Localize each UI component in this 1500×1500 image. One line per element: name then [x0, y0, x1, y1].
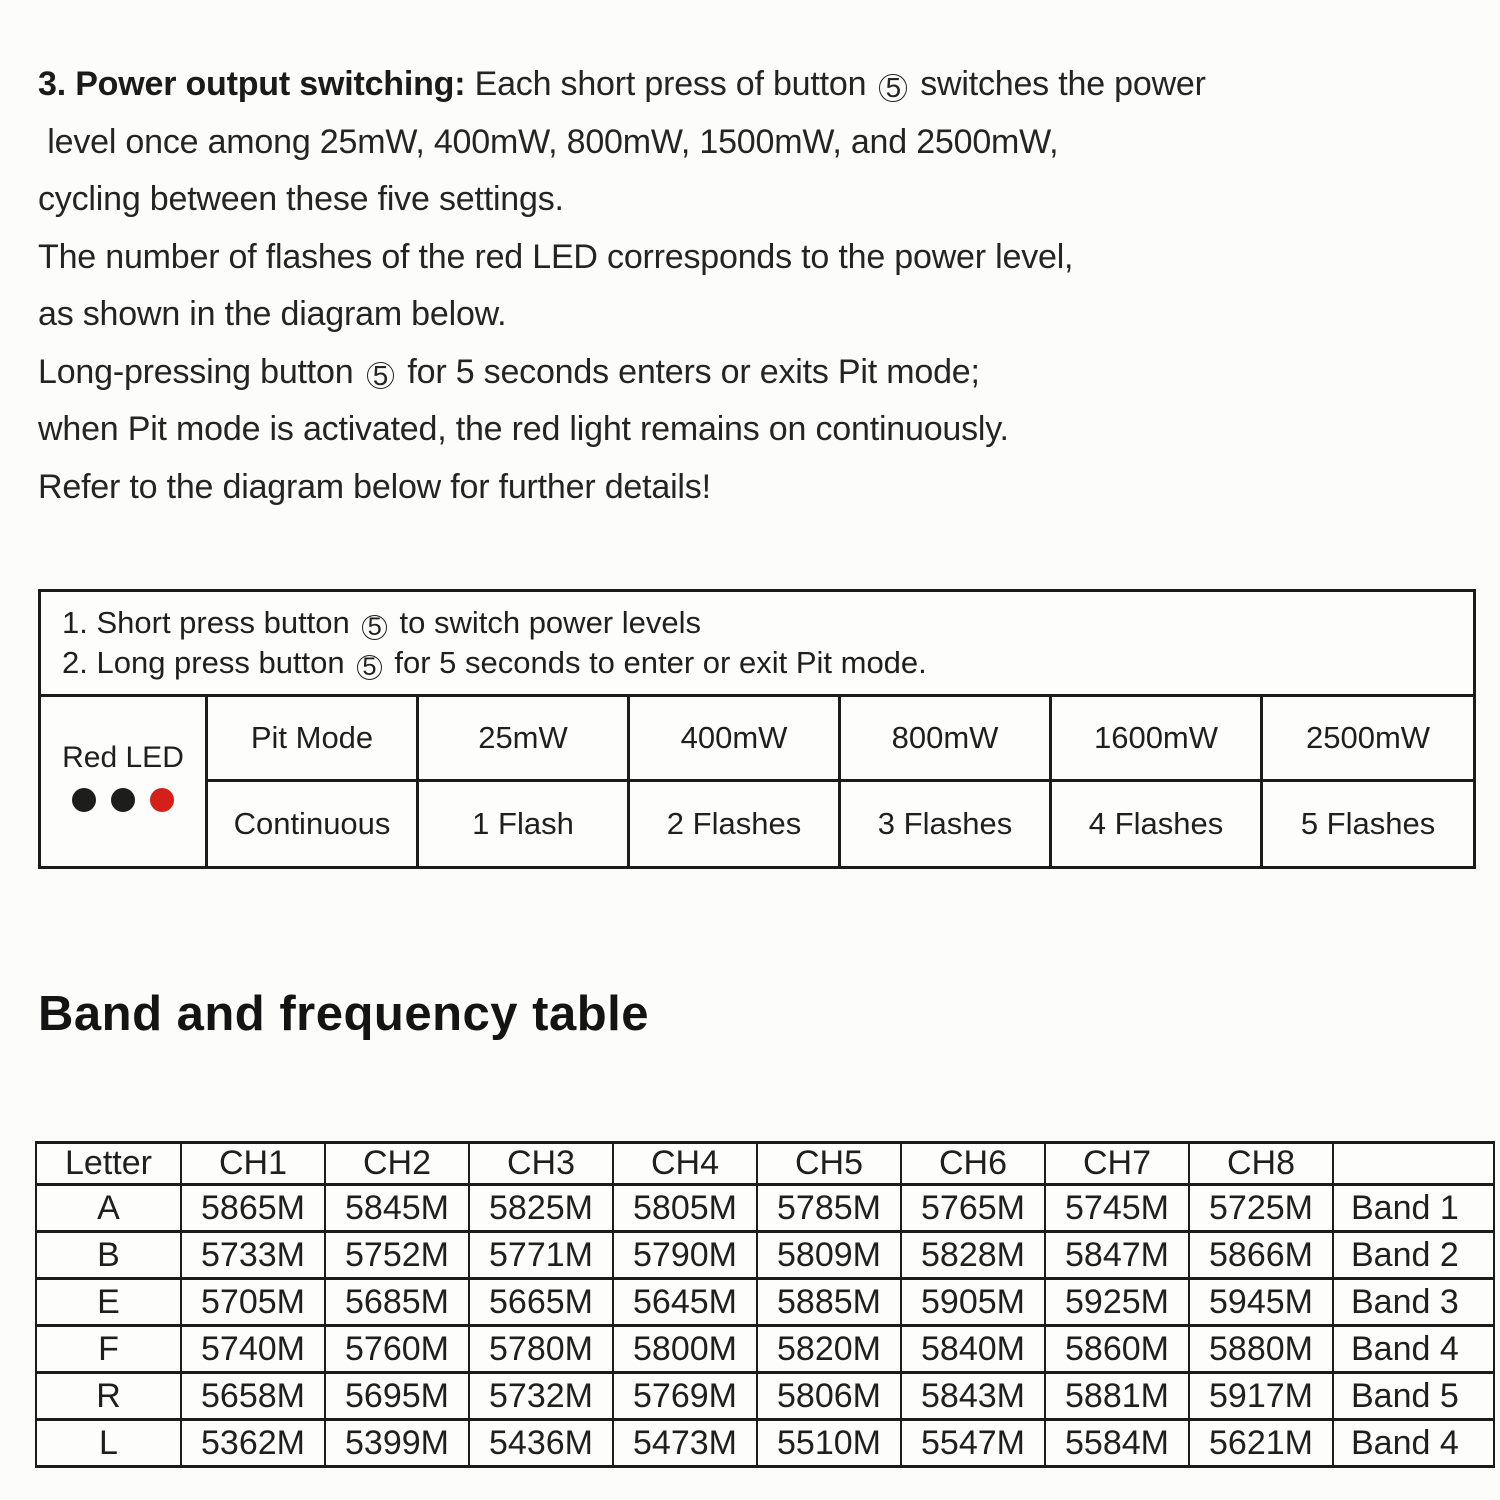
- flash-count-cell: Continuous: [207, 781, 418, 868]
- band-header-cell-empty: [1333, 1143, 1494, 1185]
- circled-5-icon: 5: [879, 74, 907, 102]
- band-table-body: [36, 1185, 1494, 1467]
- flash-count-cell: 4 Flashes: [1051, 781, 1262, 868]
- frequency-cell: 5473M: [613, 1420, 757, 1467]
- frequency-cell: 5865M: [181, 1185, 325, 1232]
- frequency-cell: 5790M: [613, 1232, 757, 1279]
- intro-line: [38, 56, 1458, 114]
- frequency-cell: 5705M: [181, 1279, 325, 1326]
- frequency-cell: 5740M: [181, 1326, 325, 1373]
- frequency-cell: 5828M: [901, 1232, 1045, 1279]
- band-header-cell: CH6: [901, 1143, 1045, 1185]
- intro-line: when Pit mode is activated, the red light remains on continuously.: [38, 410, 1009, 448]
- band-frequency-table: [35, 1141, 1495, 1468]
- intro-line: cycling between these five settings.: [38, 180, 564, 218]
- power-level-cell: 800mW: [840, 696, 1051, 781]
- frequency-cell: 5436M: [469, 1420, 613, 1467]
- band-header-cell: Letter: [36, 1143, 181, 1185]
- band-name-cell: Band 5: [1333, 1373, 1494, 1420]
- flash-count-cell: 3 Flashes: [840, 781, 1051, 868]
- frequency-cell: 5760M: [325, 1326, 469, 1373]
- band-letter-cell: A: [36, 1185, 181, 1232]
- frequency-cell: 5825M: [469, 1185, 613, 1232]
- band-header-cell: CH8: [1189, 1143, 1333, 1185]
- power-level-cell: 25mW: [418, 696, 629, 781]
- frequency-cell: 5806M: [757, 1373, 901, 1420]
- frequency-cell: 5733M: [181, 1232, 325, 1279]
- frequency-cell: 5765M: [901, 1185, 1045, 1232]
- band-name-cell: Band 4: [1333, 1420, 1494, 1467]
- band-header-cell: CH7: [1045, 1143, 1189, 1185]
- red-led-dots: [72, 788, 174, 812]
- intro-line: Refer to the diagram below for further details!: [38, 467, 711, 506]
- frequency-cell: 5917M: [1189, 1373, 1333, 1420]
- intro-line: as shown in the diagram below.: [38, 295, 507, 333]
- frequency-cell: 5820M: [757, 1326, 901, 1373]
- frequency-cell: 5695M: [325, 1373, 469, 1420]
- intro-line: Long-pressing button 5 for 5 seconds enters or exits Pit mode;: [38, 352, 980, 391]
- band-letter-cell: F: [36, 1326, 181, 1373]
- band-name-cell: Band 2: [1333, 1232, 1494, 1279]
- frequency-cell: 5665M: [469, 1279, 613, 1326]
- frequency-cell: 5510M: [757, 1420, 901, 1467]
- power-levels-row: [40, 696, 1475, 781]
- frequency-cell: 5584M: [1045, 1420, 1189, 1467]
- band-name-cell: Band 1: [1333, 1185, 1494, 1232]
- frequency-cell: 5885M: [757, 1279, 901, 1326]
- band-table-header-row: [36, 1143, 1494, 1185]
- frequency-cell: 5725M: [1189, 1185, 1333, 1232]
- circled-5-icon: 5: [357, 655, 382, 680]
- frequency-cell: 5780M: [469, 1326, 613, 1373]
- band-table-row: [36, 1279, 1494, 1326]
- band-letter-cell: L: [36, 1420, 181, 1467]
- led-dot-red-icon: [150, 788, 174, 812]
- frequency-cell: 5752M: [325, 1232, 469, 1279]
- frequency-cell: 5860M: [1045, 1326, 1189, 1373]
- band-header-cell: CH3: [469, 1143, 613, 1185]
- band-name-cell: Band 4: [1333, 1326, 1494, 1373]
- band-header-cell: CH5: [757, 1143, 901, 1185]
- flash-counts-row: [40, 781, 1475, 868]
- frequency-cell: 5925M: [1045, 1279, 1189, 1326]
- band-letter-cell: R: [36, 1373, 181, 1420]
- frequency-cell: 5399M: [325, 1420, 469, 1467]
- band-header-cell: CH1: [181, 1143, 325, 1185]
- frequency-cell: 5881M: [1045, 1373, 1189, 1420]
- circled-5-icon: 5: [362, 615, 387, 640]
- frequency-cell: 5547M: [901, 1420, 1045, 1467]
- frequency-cell: 5362M: [181, 1420, 325, 1467]
- frequency-cell: 5658M: [181, 1373, 325, 1420]
- band-letter-cell: B: [36, 1232, 181, 1279]
- band-table-row: [36, 1232, 1494, 1279]
- flash-count-cell: 1 Flash: [418, 781, 629, 868]
- frequency-cell: 5866M: [1189, 1232, 1333, 1279]
- frequency-cell: 5840M: [901, 1326, 1045, 1373]
- frequency-cell: 5771M: [469, 1232, 613, 1279]
- intro-line: level once among 25mW, 400mW, 800mW, 1500mW, and 2500mW,: [38, 122, 1059, 161]
- flash-count-cell: 2 Flashes: [629, 781, 840, 868]
- frequency-cell: 5847M: [1045, 1232, 1189, 1279]
- band-header-cell: CH4: [613, 1143, 757, 1185]
- band-table-row: [36, 1420, 1494, 1467]
- power-level-cell: Pit Mode: [207, 696, 418, 781]
- band-name-cell: Band 3: [1333, 1279, 1494, 1326]
- power-table-instructions-cell: [40, 591, 1475, 696]
- intro-line-rest: Each short press of button 5 switches the power: [465, 65, 1206, 104]
- band-table-row: [36, 1185, 1494, 1232]
- frequency-cell: 5732M: [469, 1373, 613, 1420]
- frequency-cell: 5800M: [613, 1326, 757, 1373]
- frequency-cell: 5785M: [757, 1185, 901, 1232]
- band-table-row: [36, 1373, 1494, 1420]
- instruction-line-1: 1. Short press button 5 to switch power levels: [62, 605, 701, 642]
- red-led-cell: [40, 696, 207, 868]
- intro-paragraph: [38, 56, 1458, 516]
- frequency-cell: 5843M: [901, 1373, 1045, 1420]
- frequency-cell: 5905M: [901, 1279, 1045, 1326]
- frequency-cell: 5745M: [1045, 1185, 1189, 1232]
- power-level-cell: 1600mW: [1051, 696, 1262, 781]
- red-led-block: [41, 697, 205, 812]
- power-level-cell: 2500mW: [1262, 696, 1475, 781]
- frequency-cell: 5880M: [1189, 1326, 1333, 1373]
- power-mode-table: [38, 589, 1476, 869]
- power-table-instructions-row: [40, 591, 1475, 696]
- intro-bold-lead: 3. Power output switching:: [38, 65, 466, 103]
- frequency-cell: 5809M: [757, 1232, 901, 1279]
- frequency-cell: 5945M: [1189, 1279, 1333, 1326]
- band-frequency-heading: Band and frequency table: [38, 987, 650, 1041]
- frequency-cell: 5685M: [325, 1279, 469, 1326]
- frequency-cell: 5845M: [325, 1185, 469, 1232]
- led-dot-icon: [111, 788, 135, 812]
- band-letter-cell: E: [36, 1279, 181, 1326]
- frequency-cell: 5769M: [613, 1373, 757, 1420]
- band-table-row: [36, 1326, 1494, 1373]
- band-header-cell: CH2: [325, 1143, 469, 1185]
- red-led-label: Red LED: [62, 741, 184, 774]
- circled-5-icon: 5: [367, 362, 395, 390]
- instruction-line-2: 2. Long press button 5 for 5 seconds to enter or exit Pit mode.: [62, 645, 927, 682]
- frequency-cell: 5805M: [613, 1185, 757, 1232]
- led-dot-icon: [72, 788, 96, 812]
- flash-count-cell: 5 Flashes: [1262, 781, 1475, 868]
- frequency-cell: 5645M: [613, 1279, 757, 1326]
- frequency-cell: 5621M: [1189, 1420, 1333, 1467]
- power-level-cell: 400mW: [629, 696, 840, 781]
- intro-line: The number of flashes of the red LED corresponds to the power level,: [38, 237, 1074, 276]
